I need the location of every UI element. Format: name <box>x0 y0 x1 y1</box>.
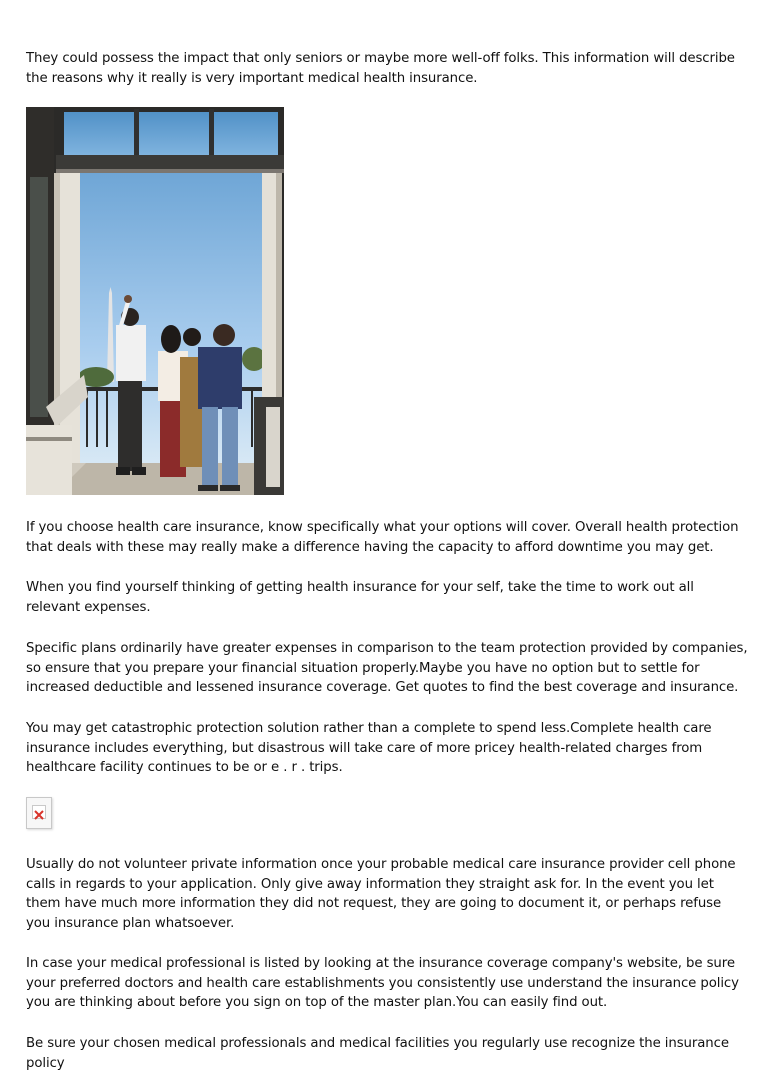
paragraph-6: Usually do not volunteer private information once your probable medical care insurance provider cell phone calls in regards to your application. Only give away information they straight ask for. In the event you let them have much more information they did not request, they are going to document it, or perhaps refuse you insurance plan whatsoever. <box>26 857 736 931</box>
broken-image-placeholder <box>26 797 52 829</box>
paragraph-5: You may get catastrophic protection solution rather than a complete to spend less.Complete health care insurance includes everything, but disastrous will take care of more pricey health-related charges from healthcare facility continues to be or e . r . trips. <box>26 721 712 776</box>
paragraph-7: In case your medical professional is listed by looking at the insurance coverage company's website, be sure your preferred doctors and health care establishments you consistently use understand the insurance policy you are thinking about before you sign on top of the master plan.You can easily find out. <box>26 956 739 1011</box>
paragraph-intro: They could possess the impact that only seniors or maybe more well-off folks. This information will describe the reasons why it really is very important medical health insurance. <box>26 51 735 86</box>
paragraph-3: When you find yourself thinking of getting health insurance for your self, take the time to work out all relevant expenses. <box>26 580 694 615</box>
broken-image-x-icon <box>33 809 45 821</box>
balcony-photo <box>26 107 284 495</box>
paragraph-4: Specific plans ordinarily have greater expenses in comparison to the team protection provided by companies, so ensure that you prepare your financial situation properly.Maybe you have no option but to settle for increased deductible and lessened insurance coverage. Get quotes to find the best coverage and insurance. <box>26 641 748 696</box>
paragraph-8: Be sure your chosen medical professionals and medical facilities you regularly use recognize the insurance policy <box>26 1036 729 1071</box>
paragraph-2: If you choose health care insurance, know specifically what your options will cover. Overall health protection that deals with these may really make a difference having the capacity to afford downtime you may get. <box>26 520 739 555</box>
